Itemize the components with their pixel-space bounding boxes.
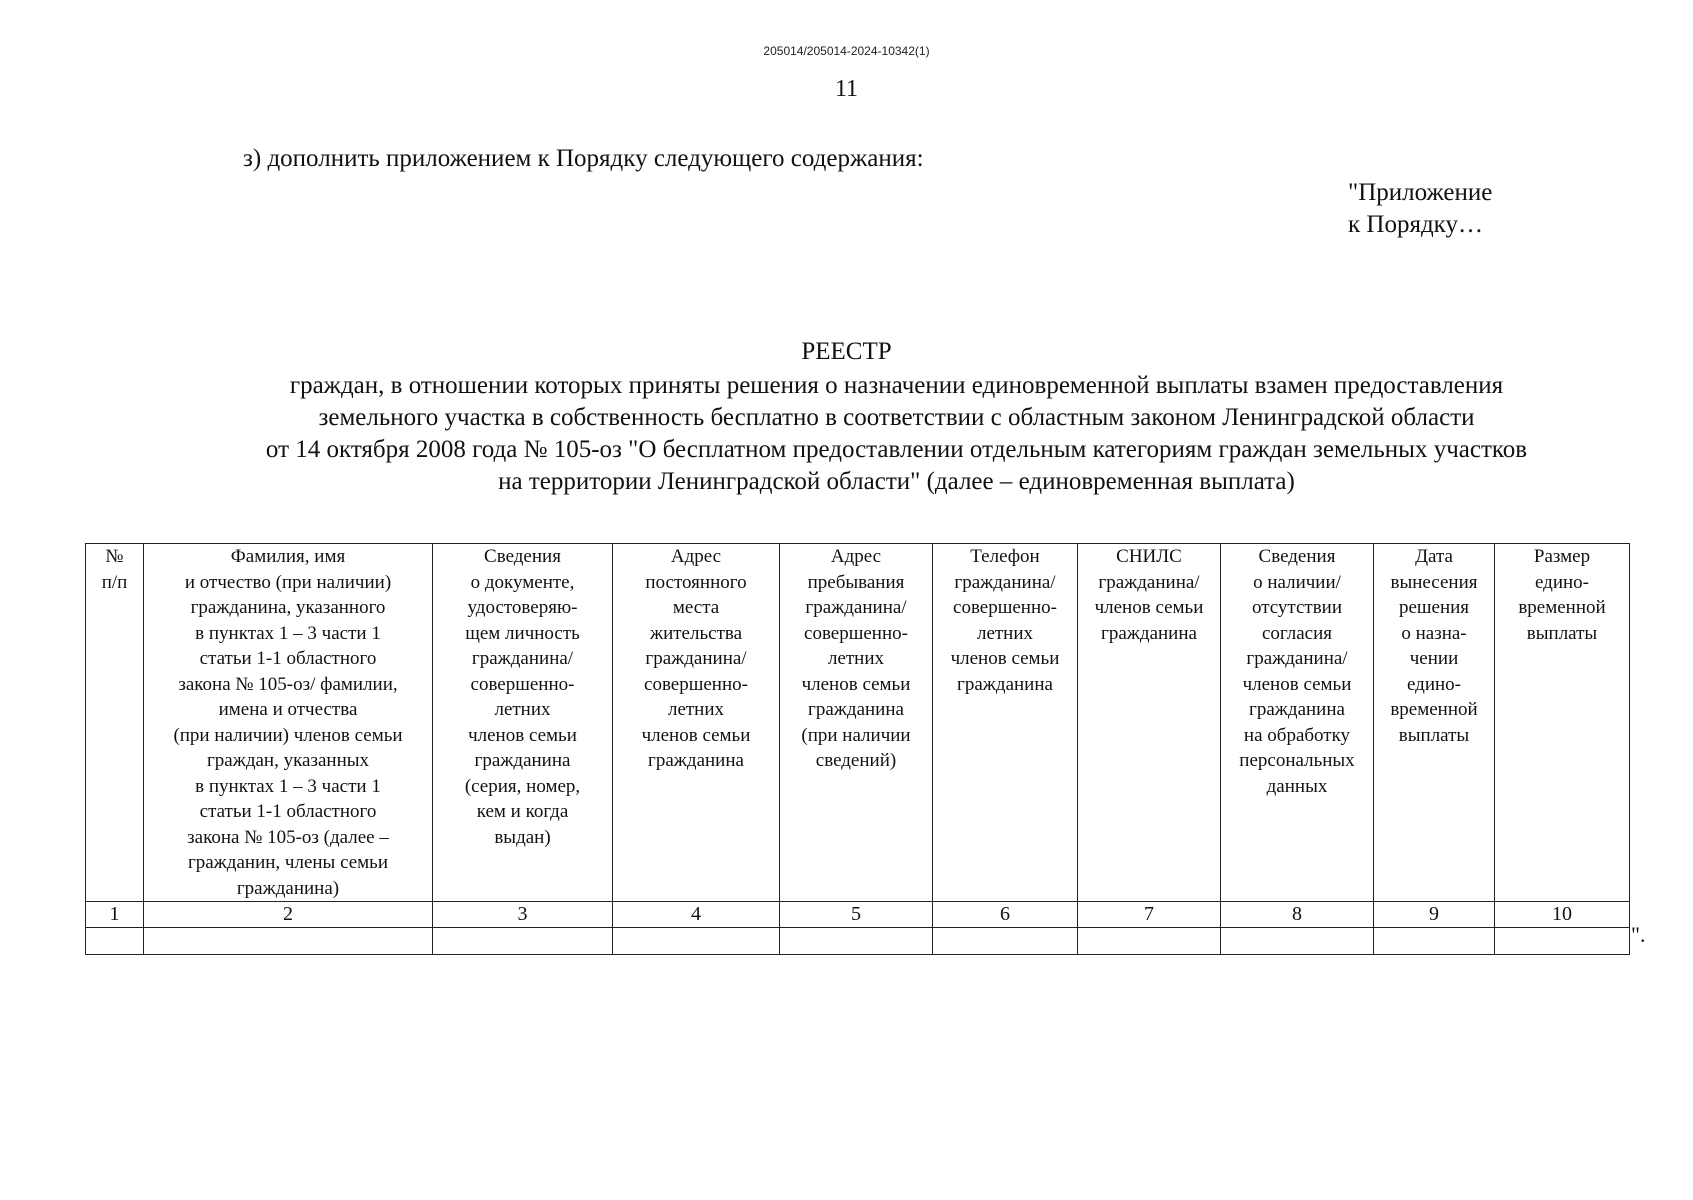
registry-subtitle-line: на территории Ленинградской области" (далее – единовременная выплата) xyxy=(498,468,1295,495)
amendment-intro-text: з) дополнить приложением к Порядку следующего содержания: xyxy=(243,145,924,172)
column-number-cell: 6 xyxy=(933,902,1078,928)
registry-subtitle-line: земельного участка в собственность бесплатно в соответствии с областным законом Ленинградской области xyxy=(318,404,1475,431)
column-number-cell: 3 xyxy=(433,902,613,928)
document-id: 205014/205014-2024-10342(1) xyxy=(763,44,930,58)
column-header-consent: Сведения о наличии/ отсутствии согласия гражданина/ членов семьи гражданина на обработку персональных данных xyxy=(1221,544,1374,902)
closing-quote-mark: ". xyxy=(1631,922,1646,947)
column-header-decision-date: Дата вынесения решения о назна- чении едино- временной выплаты xyxy=(1374,544,1495,902)
table-cell xyxy=(433,928,613,955)
column-number-cell: 7 xyxy=(1078,902,1221,928)
appendix-reference xyxy=(1348,177,1492,241)
column-header-snils: СНИЛС гражданина/ членов семьи гражданина xyxy=(1078,544,1221,902)
table-cell xyxy=(933,928,1078,955)
column-header-phone: Телефон гражданина/ совершенно- летних членов семьи гражданина xyxy=(933,544,1078,902)
column-number-cell: 5 xyxy=(780,902,933,928)
table-cell xyxy=(780,928,933,955)
column-number-cell: 1 xyxy=(86,902,144,928)
table-row xyxy=(86,928,1630,955)
table-cell xyxy=(1221,928,1374,955)
table-cell xyxy=(613,928,780,955)
page-number: 11 xyxy=(834,76,859,102)
registry-title: РЕЕСТР xyxy=(801,338,892,365)
column-header-permanent-address: Адрес постоянного места жительства гражданина/ совершенно- летних членов семьи гражданина xyxy=(613,544,780,902)
table-cell xyxy=(144,928,433,955)
column-number-cell: 8 xyxy=(1221,902,1374,928)
column-number-cell: 10 xyxy=(1495,902,1630,928)
table-cell xyxy=(1078,928,1221,955)
registry-subtitle xyxy=(150,370,1643,498)
column-number-cell: 2 xyxy=(144,902,433,928)
column-number-cell: 4 xyxy=(613,902,780,928)
column-header-identity-document: Сведения о документе, удостоверяю- щем личность гражданина/ совершенно- летних членов семьи гражданина (серия, номер, кем и когда выдан) xyxy=(433,544,613,902)
table-header-row xyxy=(86,544,1630,902)
table-cell xyxy=(86,928,144,955)
registry-table xyxy=(85,543,1630,955)
column-header-number: № п/п xyxy=(86,544,144,902)
table-cell xyxy=(1374,928,1495,955)
appendix-reference-line-2: к Порядку… xyxy=(1348,211,1483,238)
registry-subtitle-line: граждан, в отношении которых приняты решения о назначении единовременной выплаты взамен предоставления xyxy=(289,372,1504,399)
appendix-reference-line-1: "Приложение xyxy=(1348,179,1493,206)
column-header-stay-address: Адрес пребывания гражданина/ совершенно- летних членов семьи гражданина (при наличии сведений) xyxy=(780,544,933,902)
column-header-full-name: Фамилия, имя и отчество (при наличии) гражданина, указанного в пунктах 1 – 3 части 1 статьи 1-1 областного закона № 105-оз/ фамилии, имена и отчества (при наличии) членов семьи граждан, указанных в пунктах 1 – 3 части 1 статьи 1-1 областного закона № 105-оз (далее – гражданин, члены семьи гражданина) xyxy=(144,544,433,902)
column-number-cell: 9 xyxy=(1374,902,1495,928)
table-cell xyxy=(1495,928,1630,955)
table-column-number-row xyxy=(86,902,1630,928)
column-header-payment-amount: Размер едино- временной выплаты xyxy=(1495,544,1630,902)
registry-subtitle-line: от 14 октября 2008 года № 105-оз "О бесплатном предоставлении отдельным категориям граждан земельных участков xyxy=(265,436,1528,463)
